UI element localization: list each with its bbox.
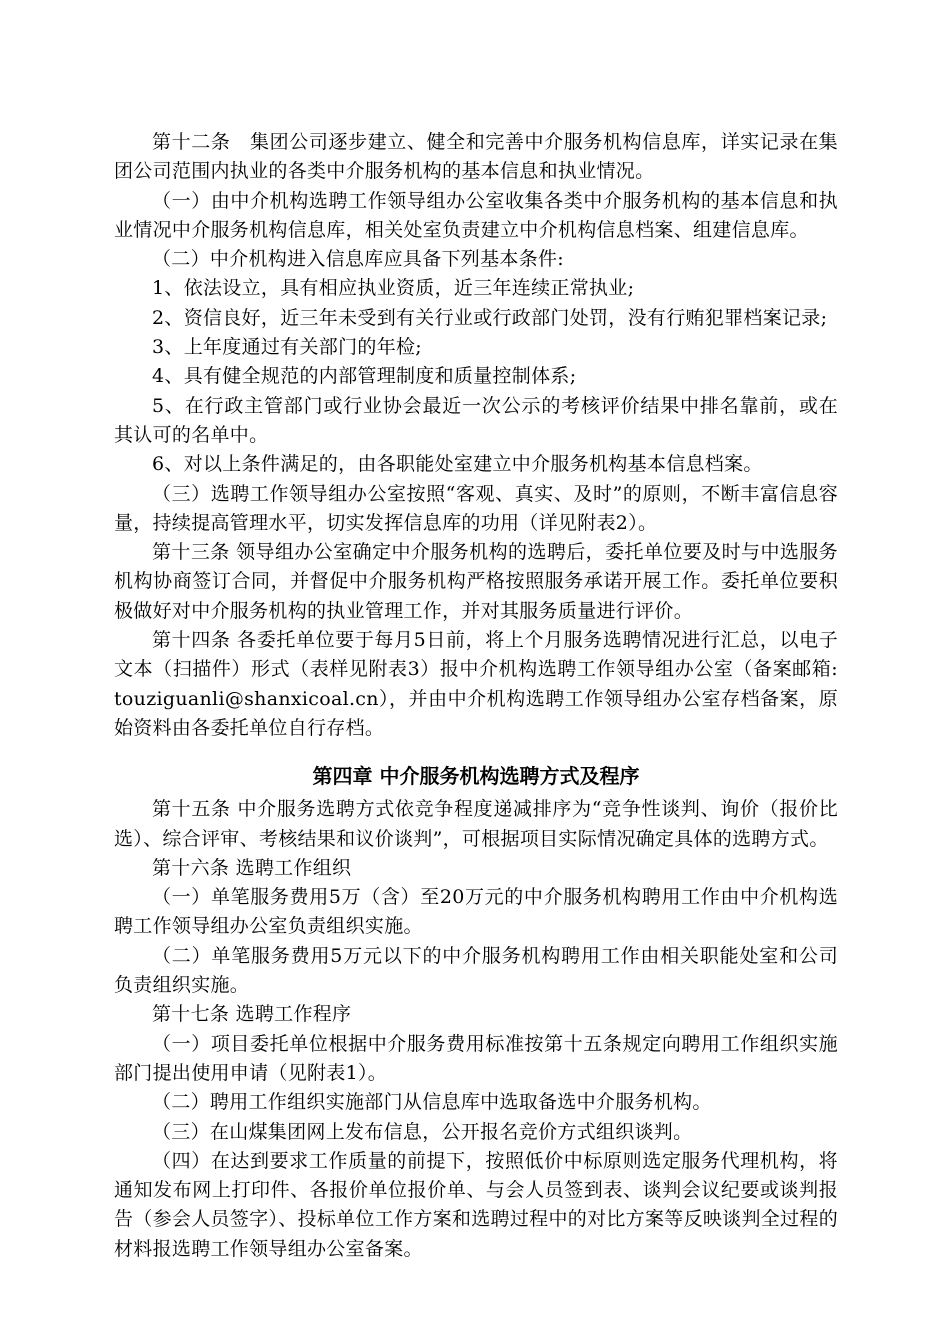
condition-5: 5、在行政主管部门或行业协会最近一次公示的考核评价结果中排名靠前，或在其认可的名单中。 bbox=[114, 394, 838, 446]
condition-1: 1、依法设立，具有相应执业资质，近三年连续正常执业; bbox=[152, 277, 635, 300]
condition-6: 6、对以上条件满足的，由各职能处室建立中介服务机构基本信息档案。 bbox=[152, 453, 763, 476]
document-body bbox=[114, 128, 838, 1264]
article-13: 第十三条 领导组办公室确定中介服务机构的选聘后，委托单位要及时与中选服务机构协商签订合同，并督促中介服务机构严格按照服务承诺开展工作。委托单位要积极做好对中介服务机构的执业管理工作，并对其服务质量进行评价。 bbox=[114, 541, 838, 622]
article-12-item-2: （二）中介机构进入信息库应具备下列基本条件: bbox=[152, 248, 565, 271]
article-17-item-3: （三）在山煤集团网上发布信息，公开报名竞价方式组织谈判。 bbox=[152, 1120, 693, 1143]
article-12-item-1: （一）由中介机构选聘工作领导组办公室收集各类中介服务机构的基本信息和执业情况中介服务机构信息库，相关处室负责建立中介机构信息档案、组建信息库。 bbox=[114, 189, 838, 241]
article-15: 第十五条 中介服务选聘方式依竞争程度递减排序为“竞争性谈判、询价（报价比选）、综合评审、考核结果和议价谈判”，可根据项目实际情况确定具体的选聘方式。 bbox=[114, 798, 838, 850]
article-14: 第十四条 各委托单位要于每月5日前，将上个月服务选聘情况进行汇总，以电子文本（扫描件）形式（表样见附表3）报中介机构选聘工作领导组办公室（备案邮箱: touziguanli@shanxicoal.cn），并由中介机构选聘工作领导组办公室存档备案，原始资料由各委托单位自行存档。 bbox=[114, 629, 838, 739]
chapter-heading: 第四章 中介服务机构选聘方式及程序 bbox=[312, 764, 640, 789]
article-12: 第十二条 集团公司逐步建立、健全和完善中介服务机构信息库，详实记录在集团公司范围内执业的各类中介服务机构的基本信息和执业情况。 bbox=[114, 131, 838, 183]
article-17: 第十七条 选聘工作程序 bbox=[152, 1003, 352, 1026]
article-16-item-2: （二）单笔服务费用5万元以下的中介服务机构聘用工作由相关职能处室和公司负责组织实施。 bbox=[114, 944, 838, 997]
article-16: 第十六条 选聘工作组织 bbox=[152, 856, 352, 879]
condition-3: 3、上年度通过有关部门的年检; bbox=[152, 336, 422, 359]
article-17-item-4: （四）在达到要求工作质量的前提下，按照低价中标原则选定服务代理机构，将通知发布网上打印件、各报价单位报价单、与会人员签到表、谈判会议纪要或谈判报告（参会人员签字）、投标单位工作方案和选聘过程中的对比方案等反映谈判全过程的材料报选聘工作领导组办公室备案。 bbox=[114, 1149, 838, 1260]
article-17-item-1: （一）项目委托单位根据中介服务费用标准按第十五条规定向聘用工作组织实施部门提出使用申请（见附表1）。 bbox=[114, 1032, 838, 1084]
article-16-item-1: （一）单笔服务费用5万（含）至20万元的中介服务机构聘用工作由中介机构选聘工作领导组办公室负责组织实施。 bbox=[114, 886, 838, 938]
article-12-item-3: （三）选聘工作领导组办公室按照“客观、真实、及时”的原则，不断丰富信息容量，持续提高管理水平，切实发挥信息库的功用（详见附表2）。 bbox=[114, 482, 838, 534]
condition-4: 4、具有健全规范的内部管理制度和质量控制体系; bbox=[152, 365, 577, 388]
article-17-item-2: （二）聘用工作组织实施部门从信息库中选取备选中介服务机构。 bbox=[152, 1091, 712, 1114]
condition-2: 2、资信良好，近三年未受到有关行业或行政部门处罚，没有行贿犯罪档案记录; bbox=[152, 306, 828, 329]
